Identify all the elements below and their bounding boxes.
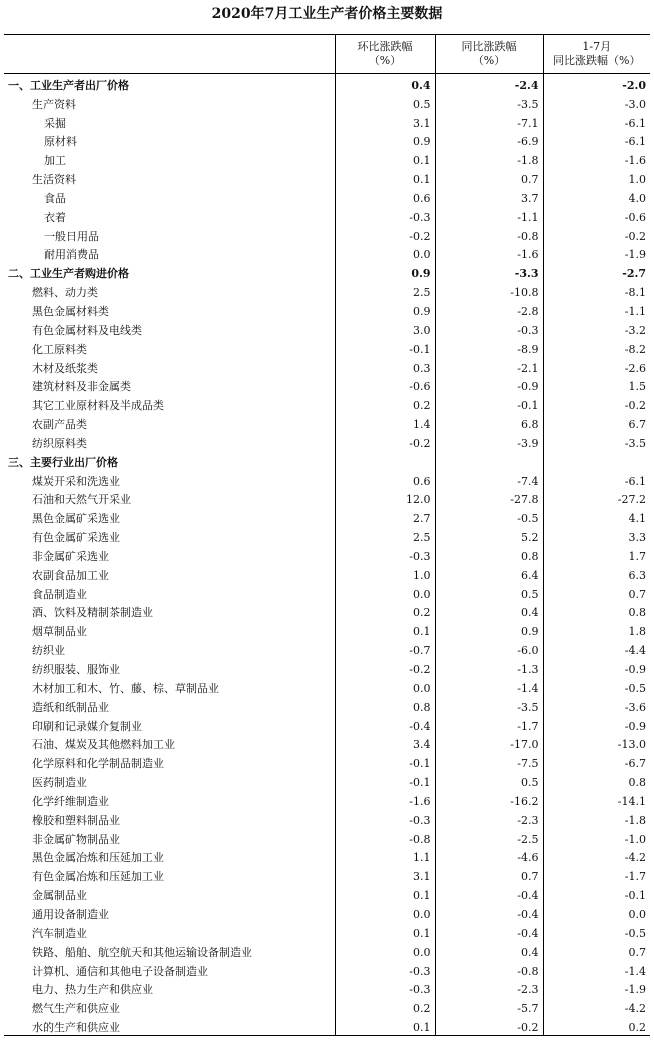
yoy-value: -3.9 (435, 432, 543, 451)
ytd-value: -6.7 (543, 752, 650, 771)
mom-value: -0.3 (335, 206, 435, 225)
table-row (4, 564, 650, 583)
table-row (4, 149, 650, 168)
table-row (4, 884, 650, 903)
mom-value: 0.0 (335, 244, 435, 263)
yoy-value: -3.5 (435, 696, 543, 715)
mom-value: 0.1 (335, 884, 435, 903)
mom-value: -0.1 (335, 338, 435, 357)
row-label: 燃气生产和供应业 (32, 1002, 120, 1016)
table-row (4, 809, 650, 828)
ytd-value: -1.1 (543, 300, 650, 319)
price-data-table (4, 34, 650, 1036)
row-label: 石油、煤炭及其他燃料加工业 (32, 738, 175, 752)
mom-value: 0.9 (335, 300, 435, 319)
mom-value: 0.2 (335, 997, 435, 1016)
mom-value: 2.7 (335, 507, 435, 526)
yoy-value: -8.9 (435, 338, 543, 357)
mom-value: 1.4 (335, 413, 435, 432)
row-label: 医药制造业 (32, 776, 87, 790)
yoy-value: 0.8 (435, 545, 543, 564)
row-label: 生产资料 (32, 97, 76, 111)
row-label: 造纸和纸制品业 (32, 700, 109, 714)
row-label: 烟草制品业 (32, 625, 87, 639)
yoy-value: -3.3 (435, 262, 543, 281)
ytd-value: 0.2 (543, 1016, 650, 1035)
table-row (4, 507, 650, 526)
yoy-value: -0.8 (435, 960, 543, 979)
mom-value: -0.6 (335, 376, 435, 395)
row-label: 农副产品类 (32, 418, 87, 432)
table-row (4, 677, 650, 696)
row-label: 木材及纸浆类 (32, 361, 98, 375)
yoy-value: -1.3 (435, 658, 543, 677)
table-header-row (4, 35, 650, 74)
mom-value: 0.1 (335, 1016, 435, 1035)
mom-value: -0.1 (335, 771, 435, 790)
ytd-value: -1.6 (543, 149, 650, 168)
ytd-value: -1.7 (543, 865, 650, 884)
mom-value: -0.3 (335, 809, 435, 828)
ytd-value: -4.2 (543, 997, 650, 1016)
ytd-value: -1.0 (543, 828, 650, 847)
mom-value: 0.9 (335, 262, 435, 281)
ytd-value: -6.1 (543, 131, 650, 150)
table-row (4, 602, 650, 621)
row-label: 电力、热力生产和供应业 (32, 983, 153, 997)
yoy-value: -27.8 (435, 489, 543, 508)
mom-value: -0.3 (335, 960, 435, 979)
row-label: 有色金属材料及电线类 (32, 323, 142, 337)
mom-value: 1.1 (335, 847, 435, 866)
yoy-value: -0.9 (435, 376, 543, 395)
table-row (4, 112, 650, 131)
yoy-value: 0.5 (435, 771, 543, 790)
row-label: 印刷和记录媒介复制业 (32, 719, 142, 733)
row-label: 纺织原料类 (32, 436, 87, 450)
mom-value (335, 451, 435, 470)
yoy-value: -7.4 (435, 470, 543, 489)
yoy-value: -10.8 (435, 281, 543, 300)
table-row (4, 658, 650, 677)
yoy-value: -17.0 (435, 734, 543, 753)
row-label: 木材加工和木、竹、藤、棕、草制品业 (32, 681, 219, 695)
table-row (4, 734, 650, 753)
table-row (4, 432, 650, 451)
yoy-value: -2.5 (435, 828, 543, 847)
table-row (4, 338, 650, 357)
ytd-value: -13.0 (543, 734, 650, 753)
ytd-value: 0.0 (543, 903, 650, 922)
yoy-value: -0.1 (435, 394, 543, 413)
row-label: 三、主要行业出厂价格 (8, 455, 118, 469)
ytd-value: -0.9 (543, 658, 650, 677)
ytd-value: 1.5 (543, 376, 650, 395)
table-row (4, 903, 650, 922)
ytd-value: -8.2 (543, 338, 650, 357)
yoy-value: -0.3 (435, 319, 543, 338)
table-row (4, 696, 650, 715)
ytd-value: -0.1 (543, 884, 650, 903)
row-label: 有色金属冶炼和压延加工业 (32, 870, 164, 884)
mom-value: -0.8 (335, 828, 435, 847)
table-row (4, 413, 650, 432)
table-row (4, 281, 650, 300)
mom-value: 12.0 (335, 489, 435, 508)
yoy-value: 0.7 (435, 168, 543, 187)
mom-value: 3.4 (335, 734, 435, 753)
yoy-value: 0.9 (435, 620, 543, 639)
table-row (4, 93, 650, 112)
table-row (4, 394, 650, 413)
table-row (4, 470, 650, 489)
yoy-value: -0.4 (435, 884, 543, 903)
table-row (4, 168, 650, 187)
header-item-column (4, 35, 335, 74)
section-row (4, 74, 650, 93)
yoy-value: -2.4 (435, 74, 543, 93)
row-label: 加工 (44, 154, 66, 168)
mom-value: -0.1 (335, 752, 435, 771)
table-row (4, 828, 650, 847)
row-label: 黑色金属材料类 (32, 304, 109, 318)
table-row (4, 715, 650, 734)
mom-value: 0.0 (335, 941, 435, 960)
table-row (4, 979, 650, 998)
header-ytd-label: 同比涨跌幅（%） (553, 54, 641, 67)
section-row (4, 451, 650, 470)
mom-value: 0.6 (335, 187, 435, 206)
yoy-value: 0.7 (435, 865, 543, 884)
table-row (4, 583, 650, 602)
row-label: 水的生产和供应业 (4, 1016, 335, 1035)
table-row (4, 922, 650, 941)
mom-value: -0.3 (335, 979, 435, 998)
ytd-value: -6.1 (543, 470, 650, 489)
ytd-value: -1.4 (543, 960, 650, 979)
mom-value: 0.2 (335, 602, 435, 621)
header-ytd-yoy-change (543, 35, 650, 74)
ytd-value: 4.0 (543, 187, 650, 206)
yoy-value: -0.5 (435, 507, 543, 526)
yoy-value: -2.1 (435, 357, 543, 376)
header-yoy-label: 同比涨跌幅 (461, 40, 517, 53)
section-row (4, 262, 650, 281)
yoy-value: 6.4 (435, 564, 543, 583)
yoy-value: -6.0 (435, 639, 543, 658)
yoy-value: -2.8 (435, 300, 543, 319)
table-row (4, 771, 650, 790)
row-label: 原材料 (44, 135, 77, 149)
yoy-value: -0.4 (435, 903, 543, 922)
mom-value: 2.5 (335, 526, 435, 545)
ytd-value: -0.5 (543, 677, 650, 696)
yoy-value: -0.4 (435, 922, 543, 941)
row-label: 食品制造业 (32, 587, 87, 601)
row-label: 生活资料 (32, 173, 76, 187)
ytd-value: -0.2 (543, 225, 650, 244)
ytd-value: 0.8 (543, 771, 650, 790)
yoy-value: -3.5 (435, 93, 543, 112)
yoy-value: 0.4 (435, 602, 543, 621)
ytd-value: 1.8 (543, 620, 650, 639)
row-label: 一、工业生产者出厂价格 (8, 78, 129, 92)
table-row (4, 960, 650, 979)
yoy-value: -1.6 (435, 244, 543, 263)
yoy-value: -2.3 (435, 809, 543, 828)
ytd-value: -8.1 (543, 281, 650, 300)
ytd-value: -0.9 (543, 715, 650, 734)
ytd-value: -3.0 (543, 93, 650, 112)
ytd-value: -3.2 (543, 319, 650, 338)
mom-value: 1.0 (335, 564, 435, 583)
yoy-value: -0.2 (435, 1016, 543, 1035)
yoy-value: 3.7 (435, 187, 543, 206)
ytd-value: -27.2 (543, 489, 650, 508)
table-row (4, 545, 650, 564)
header-yoy-change (435, 35, 543, 74)
table-row (4, 639, 650, 658)
yoy-value: -6.9 (435, 131, 543, 150)
table-row (4, 300, 650, 319)
mom-value: -0.2 (335, 432, 435, 451)
yoy-value: -2.3 (435, 979, 543, 998)
ytd-value: -3.6 (543, 696, 650, 715)
row-label: 其它工业原材料及半成品类 (32, 399, 164, 413)
table-row (4, 847, 650, 866)
row-label: 黑色金属矿采选业 (32, 512, 120, 526)
row-label: 纺织业 (32, 644, 65, 658)
mom-value: 0.1 (335, 922, 435, 941)
header-mom-change (335, 35, 435, 74)
table-row (4, 319, 650, 338)
yoy-value: -7.1 (435, 112, 543, 131)
table-row (4, 489, 650, 508)
row-label: 纺织服装、服饰业 (32, 663, 120, 676)
yoy-value: -1.8 (435, 149, 543, 168)
ytd-value (543, 451, 650, 470)
mom-value: 0.0 (335, 903, 435, 922)
row-label: 建筑材料及非金属类 (32, 380, 131, 394)
table-row (4, 357, 650, 376)
yoy-value: 6.8 (435, 413, 543, 432)
table-row (4, 225, 650, 244)
page-title: 2020年7月工业生产者价格主要数据 (211, 6, 443, 22)
table-row (4, 187, 650, 206)
ytd-value: -1.9 (543, 244, 650, 263)
row-label: 食品 (44, 191, 66, 205)
row-label: 煤炭开采和洗选业 (32, 474, 120, 488)
mom-value: -0.2 (335, 658, 435, 677)
mom-value: 0.0 (335, 583, 435, 602)
table-row (4, 244, 650, 263)
row-label: 化工原料类 (32, 342, 87, 356)
table-row (4, 1016, 650, 1035)
ytd-value: 6.3 (543, 564, 650, 583)
yoy-value: 5.2 (435, 526, 543, 545)
row-label: 酒、饮料及精制茶制造业 (32, 606, 153, 620)
row-label: 一般日用品 (44, 229, 99, 243)
ytd-value: 4.1 (543, 507, 650, 526)
row-label: 农副食品加工业 (32, 568, 109, 582)
table-row (4, 865, 650, 884)
row-label: 非金属矿物制品业 (32, 832, 120, 846)
header-yoy-unit: （%） (472, 54, 506, 67)
row-label: 二、工业生产者购进价格 (8, 267, 129, 281)
ytd-value: 0.8 (543, 602, 650, 621)
table-row (4, 206, 650, 225)
mom-value: -0.4 (335, 715, 435, 734)
yoy-value: 0.5 (435, 583, 543, 602)
mom-value: 0.5 (335, 93, 435, 112)
yoy-value: -5.7 (435, 997, 543, 1016)
table-row (4, 997, 650, 1016)
ytd-value: 6.7 (543, 413, 650, 432)
ytd-value: -4.2 (543, 847, 650, 866)
row-label: 铁路、船舶、航空航天和其他运输设备制造业 (32, 945, 252, 959)
row-label: 黑色金属冶炼和压延加工业 (32, 851, 164, 865)
yoy-value: 0.4 (435, 941, 543, 960)
ytd-value: 0.7 (543, 583, 650, 602)
row-label: 化学纤维制造业 (32, 794, 109, 808)
row-label: 石油和天然气开采业 (32, 493, 131, 507)
ytd-value: -1.9 (543, 979, 650, 998)
header-mom-unit: （%） (368, 54, 402, 67)
row-label: 通用设备制造业 (32, 907, 109, 921)
mom-value: 0.0 (335, 677, 435, 696)
table-row (4, 752, 650, 771)
row-label: 有色金属矿采选业 (32, 531, 120, 545)
yoy-value: -4.6 (435, 847, 543, 866)
row-label: 化学原料和化学制品制造业 (32, 757, 164, 771)
ytd-value: -0.5 (543, 922, 650, 941)
mom-value: -0.2 (335, 225, 435, 244)
row-label: 汽车制造业 (32, 926, 87, 940)
ytd-value: -14.1 (543, 790, 650, 809)
header-mom-label: 环比涨跌幅 (357, 40, 413, 53)
ytd-value: 1.7 (543, 545, 650, 564)
table-row (4, 376, 650, 395)
mom-value: 0.3 (335, 357, 435, 376)
row-label: 耐用消费品 (44, 248, 99, 262)
ytd-value: 1.0 (543, 168, 650, 187)
mom-value: -0.7 (335, 639, 435, 658)
ytd-value: -2.0 (543, 74, 650, 93)
table-row (4, 526, 650, 545)
table-row (4, 941, 650, 960)
mom-value: -0.3 (335, 545, 435, 564)
yoy-value: -16.2 (435, 790, 543, 809)
table-body (4, 74, 650, 1036)
ytd-value: -2.6 (543, 357, 650, 376)
mom-value: 3.0 (335, 319, 435, 338)
row-label: 橡胶和塑料制品业 (32, 813, 120, 827)
mom-value: 2.5 (335, 281, 435, 300)
yoy-value: -1.4 (435, 677, 543, 696)
yoy-value: -7.5 (435, 752, 543, 771)
row-label: 采掘 (44, 116, 66, 130)
yoy-value: -1.1 (435, 206, 543, 225)
ytd-value: -0.6 (543, 206, 650, 225)
row-label: 燃料、动力类 (32, 286, 98, 300)
table-row (4, 620, 650, 639)
ytd-value: -0.2 (543, 394, 650, 413)
mom-value: 0.9 (335, 131, 435, 150)
ytd-value: -2.7 (543, 262, 650, 281)
row-label: 非金属矿采选业 (32, 549, 109, 563)
yoy-value: -0.8 (435, 225, 543, 244)
ytd-value: 3.3 (543, 526, 650, 545)
table-row (4, 131, 650, 150)
ytd-value: 0.7 (543, 941, 650, 960)
yoy-value (435, 451, 543, 470)
mom-value: -1.6 (335, 790, 435, 809)
mom-value: 0.4 (335, 74, 435, 93)
row-label: 计算机、通信和其他电子设备制造业 (32, 964, 208, 978)
mom-value: 0.1 (335, 620, 435, 639)
mom-value: 0.1 (335, 149, 435, 168)
ytd-value: -4.4 (543, 639, 650, 658)
row-label: 衣着 (44, 210, 66, 224)
mom-value: 0.1 (335, 168, 435, 187)
ytd-value: -3.5 (543, 432, 650, 451)
table-row (4, 790, 650, 809)
mom-value: 0.6 (335, 470, 435, 489)
mom-value: 3.1 (335, 112, 435, 131)
mom-value: 3.1 (335, 865, 435, 884)
row-label: 金属制品业 (32, 889, 87, 903)
yoy-value: -1.7 (435, 715, 543, 734)
ytd-value: -6.1 (543, 112, 650, 131)
header-ytd-period: 1-7月 (582, 40, 612, 53)
mom-value: 0.8 (335, 696, 435, 715)
ytd-value: -1.8 (543, 809, 650, 828)
mom-value: 0.2 (335, 394, 435, 413)
